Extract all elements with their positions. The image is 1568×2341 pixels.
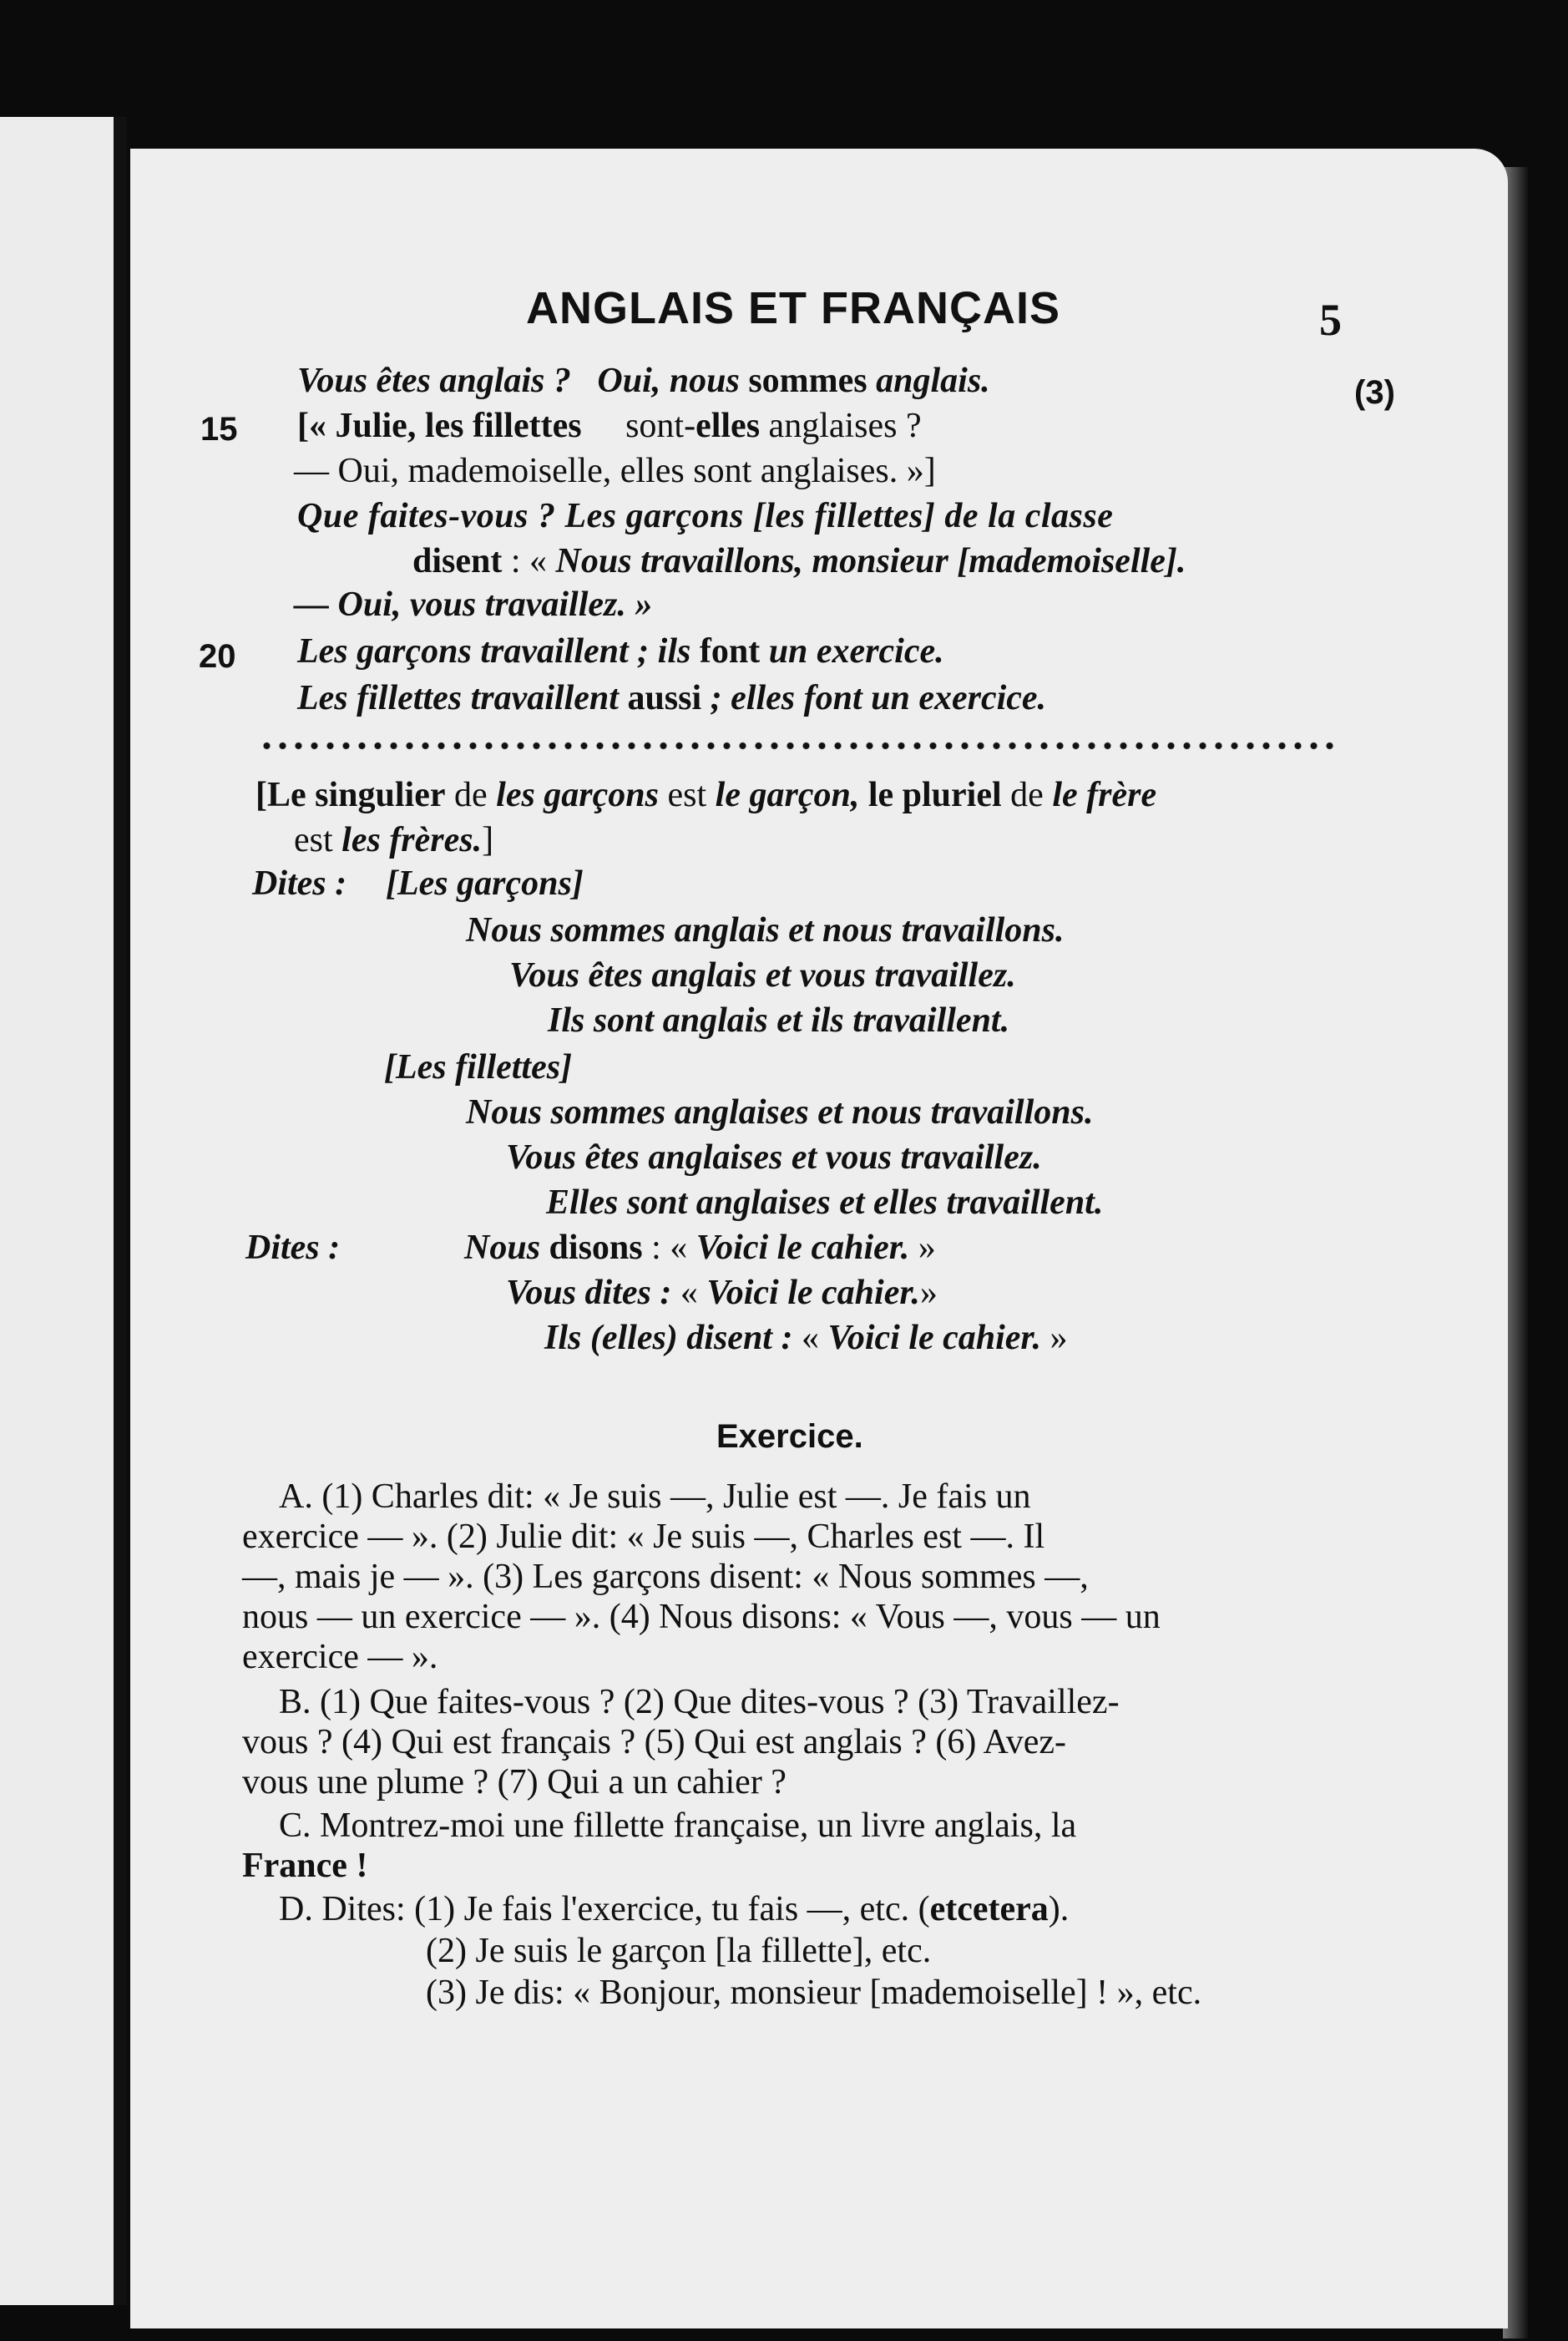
exercise-c-line-1: C. Montrez-moi une fillette française, un livre anglais, la (279, 1806, 1077, 1845)
line-number-15: 15 (200, 411, 238, 448)
conjugation-line-6: Elles sont anglaises et elles travaillent. (546, 1183, 1104, 1222)
exercise-b-line-3: vous une plume ? (7) Qui a un cahier ? (242, 1763, 787, 1801)
exercise-d-line-3: (3) Je dis: « Bonjour, monsieur [mademoiselle] ! », etc. (426, 1974, 1202, 2012)
dire-line-1: Nous disons : « Voici le cahier. » (464, 1229, 936, 1267)
dites-label-1: Dites : (252, 864, 347, 903)
line-number-20: 20 (199, 638, 236, 675)
exercise-d-line-1: D. Dites: (1) Je fais l'exercice, tu fais —, etc. (etcetera). (279, 1890, 1070, 1928)
exercise-a-line-5: exercice — ». (242, 1638, 438, 1676)
exercise-a-line-2: exercice — ». (2) Julie dit: « Je suis —, Charles est —. Il (242, 1518, 1045, 1556)
exercise-a-line-4: nous — un exercice — ». (4) Nous disons: « Vous —, vous — un (242, 1598, 1161, 1636)
dire-line-3: Ils (elles) disent : « Voici le cahier. » (544, 1319, 1068, 1357)
conjugation-line-2: Vous êtes anglais et vous travaillez. (509, 956, 1016, 995)
page-number: 5 (1319, 295, 1342, 345)
dialogue-line-4: Que faites-vous ? Les garçons [les fillettes] de la classe (297, 497, 1114, 535)
running-header: ANGLAIS ET FRANÇAIS (526, 283, 1060, 333)
dialogue-line-5: disent : « Nous travaillons, monsieur [mademoiselle]. (412, 542, 1186, 580)
exercise-a-line-3: —, mais je — ». (3) Les garçons disent: « Nous sommes —, (242, 1558, 1089, 1596)
book-gutter (114, 117, 127, 2305)
dialogue-line-3: — Oui, mademoiselle, elles sont anglaises. »] (294, 452, 936, 490)
bracket-les-garcons: [Les garçons] (386, 864, 584, 903)
dialogue-line-1: Vous êtes anglais ? Oui, nous sommes anglais. (297, 362, 990, 400)
previous-page-edge (0, 117, 117, 2305)
dialogue-line-2: [« Julie, les fillettes sont-elles anglaises ? (297, 407, 922, 445)
grammar-line-2: est les frères.] (294, 821, 494, 859)
dites-label-2: Dites : (245, 1229, 341, 1267)
exercise-b-line-1: B. (1) Que faites-vous ? (2) Que dites-vous ? (3) Travaillez- (279, 1683, 1120, 1721)
dialogue-line-7: Les garçons travaillent ; ils font un exercice. (297, 632, 944, 671)
bracket-les-fillettes: [Les fillettes] (384, 1048, 573, 1087)
section-tag: (3) (1354, 374, 1395, 411)
dire-line-2: Vous dites : « Voici le cahier.» (506, 1274, 938, 1312)
conjugation-line-3: Ils sont anglais et ils travaillent. (548, 1001, 1010, 1040)
exercise-a-line-1: A. (1) Charles dit: « Je suis —, Julie est —. Je fais un (279, 1477, 1031, 1516)
grammar-line-1: [Le singulier de les garçons est le garçon, le pluriel de le frère (255, 776, 1157, 814)
exercise-b-line-2: vous ? (4) Qui est français ? (5) Qui est anglais ? (6) Avez- (242, 1723, 1067, 1761)
exercise-title: Exercice. (716, 1418, 863, 1455)
exercise-c-line-2: France ! (242, 1847, 368, 1885)
conjugation-line-5: Vous êtes anglaises et vous travaillez. (506, 1138, 1042, 1177)
conjugation-line-1: Nous sommes anglais et nous travaillons. (466, 911, 1065, 950)
dialogue-line-6: — Oui, vous travaillez. » (294, 585, 653, 624)
dotted-separator (259, 742, 1341, 750)
dialogue-line-8: Les fillettes travaillent aussi ; elles font un exercice. (297, 679, 1047, 717)
exercise-d-line-2: (2) Je suis le garçon [la fillette], etc. (426, 1932, 932, 1970)
conjugation-line-4: Nous sommes anglaises et nous travaillons. (466, 1093, 1094, 1132)
